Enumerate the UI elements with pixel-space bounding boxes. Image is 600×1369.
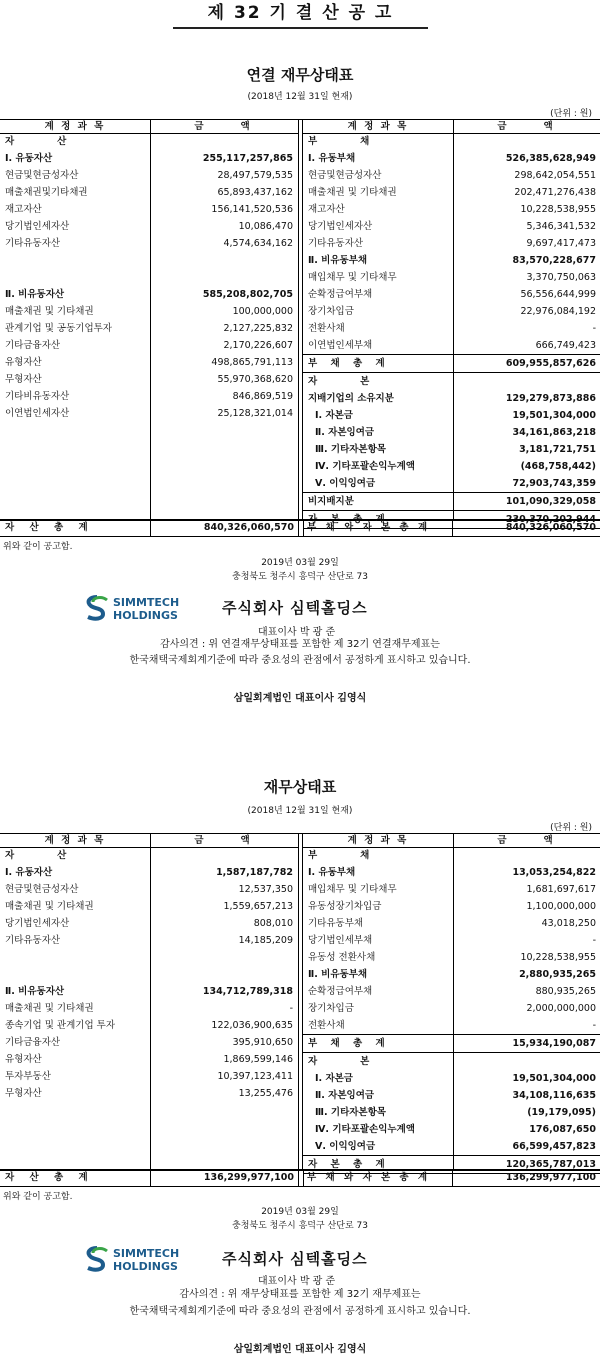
amount-value: 101,090,329,058 <box>505 496 596 507</box>
account-name: 매출채권 및 기타채권 <box>308 187 397 198</box>
table-row <box>303 269 600 286</box>
liabilities-column <box>302 120 600 525</box>
amount-value: 22,976,084,192 <box>520 306 596 317</box>
account-name: 기타비유동자산 <box>5 391 70 402</box>
amount-value: - <box>592 1020 596 1031</box>
table-row <box>303 184 600 201</box>
account-name: 재고자산 <box>308 204 345 215</box>
account-name: 현금및현금성자산 <box>308 170 382 181</box>
table-row <box>303 915 600 932</box>
amount-value: 10,228,538,955 <box>520 952 596 963</box>
amount-value: 2,880,935,265 <box>519 969 596 980</box>
table-row <box>303 847 600 864</box>
account-name: Ⅱ. 비유동자산 <box>5 289 65 300</box>
account-name: Ⅴ. 이익잉여금 <box>315 1141 376 1152</box>
table-header <box>303 834 600 848</box>
table-row <box>303 1104 600 1121</box>
amount-value: (19,179,095) <box>527 1107 596 1118</box>
assets-rows <box>0 133 298 422</box>
amount-value: 14,185,209 <box>238 935 293 946</box>
account-name: Ⅱ. 비유동부채 <box>308 969 368 980</box>
table-row <box>303 133 600 150</box>
account-name: 부 채 <box>308 136 378 147</box>
company-name: 주식회사 심텍홀딩스 <box>222 599 368 617</box>
table-row <box>0 983 298 1000</box>
header-account: 계 정 과 목 <box>347 121 409 132</box>
account-name: 자 본 <box>308 1056 378 1067</box>
table-row <box>0 881 298 898</box>
amount-value: 609,955,857,626 <box>505 358 596 369</box>
account-name: 무형자산 <box>5 1088 42 1099</box>
amount-value: 56,556,644,999 <box>520 289 596 300</box>
account-name: 순확정급여부채 <box>308 289 373 300</box>
table-row <box>0 915 298 932</box>
table-row <box>0 201 298 218</box>
amount-value: 5,346,341,532 <box>526 221 596 232</box>
account-name: 관계기업 및 공동기업투자 <box>5 323 112 334</box>
simmtech-logo <box>83 593 203 623</box>
header-account: 계 정 과 목 <box>44 835 106 846</box>
notice-note: 위와 같이 공고함. <box>3 1192 73 1202</box>
table-row <box>0 303 298 320</box>
consolidated-unit: (단위 : 원) <box>550 109 592 119</box>
amount-value: 1,100,000,000 <box>526 901 596 912</box>
amount-value: 19,501,304,000 <box>512 410 596 421</box>
total-assets-value: 136,299,977,100 <box>150 1170 294 1186</box>
consolidated-title: 연결 재무상태표 <box>246 66 354 84</box>
account-name: 매출채권 및 기타채권 <box>5 1003 94 1014</box>
amount-value: 2,127,225,832 <box>223 323 293 334</box>
assets-column <box>0 834 299 1170</box>
account-name: 매출채권및기타채권 <box>5 187 88 198</box>
auditor-name: 삼일회계법인 대표이사 김영식 <box>233 693 367 704</box>
account-name: 이연법인세자산 <box>5 408 70 419</box>
table-row <box>303 1121 600 1138</box>
table-row <box>303 1000 600 1017</box>
table-row <box>303 864 600 881</box>
table-row <box>0 1034 298 1051</box>
consolidated-date: (2018년 12월 31일 현재) <box>247 92 353 102</box>
amount-value: 65,893,437,162 <box>217 187 293 198</box>
table-row <box>0 966 298 983</box>
account-name: 전환사채 <box>308 1020 345 1031</box>
liabilities-rows <box>303 847 600 1174</box>
table-row <box>303 337 600 354</box>
account-name: 비지배지분 <box>308 496 354 507</box>
account-name: Ⅰ. 자본금 <box>315 1073 353 1084</box>
header-account: 계 정 과 목 <box>347 835 409 846</box>
account-name: 기타금융자산 <box>5 1037 61 1048</box>
table-row <box>303 424 600 441</box>
table-row <box>0 932 298 949</box>
table-row <box>0 1085 298 1102</box>
table-row <box>303 303 600 320</box>
account-name: Ⅰ. 유동부채 <box>308 867 356 878</box>
table-row <box>303 1138 600 1155</box>
account-name: Ⅴ. 이익잉여금 <box>315 478 376 489</box>
account-name: 당기법인세부채 <box>308 935 373 946</box>
amount-value: 176,087,650 <box>529 1124 596 1135</box>
separate-title: 재무상태표 <box>263 778 337 796</box>
account-name: 부 채 총 계 <box>308 358 390 369</box>
account-name: 재고자산 <box>5 204 42 215</box>
amount-value: 4,574,634,162 <box>223 238 293 249</box>
table-row <box>0 898 298 915</box>
account-name: 당기법인세자산 <box>308 221 373 232</box>
amount-value: 13,255,476 <box>238 1088 293 1099</box>
account-name: 유형자산 <box>5 1054 42 1065</box>
account-name: 유동성장기차입금 <box>308 901 382 912</box>
account-name: Ⅰ. 유동자산 <box>5 153 53 164</box>
account-name: 유형자산 <box>5 357 42 368</box>
amount-value: 156,141,520,536 <box>211 204 293 215</box>
amount-value: - <box>592 323 596 334</box>
table-row <box>0 133 298 150</box>
amount-value: - <box>592 935 596 946</box>
amount-value: 28,497,579,535 <box>217 170 293 181</box>
total-liab-equity-label: 부 채 와 자 본 총 계 <box>307 522 431 533</box>
account-name: 매입채무 및 기타채무 <box>308 272 397 283</box>
amount-value: 255,117,257,865 <box>202 153 293 164</box>
amount-value: 12,537,350 <box>238 884 293 895</box>
company-address: 충청북도 청주시 흥덕구 산단로 73 <box>232 572 368 582</box>
account-name: Ⅲ. 기타자본항목 <box>315 1107 386 1118</box>
total-liab-equity-value: 840,326,060,570 <box>452 520 596 536</box>
table-row <box>303 898 600 915</box>
account-name: 종속기업 및 관계기업 투자 <box>5 1020 116 1031</box>
total-liab-equity-value: 136,299,977,100 <box>452 1170 596 1186</box>
svg-text:HOLDINGS: HOLDINGS <box>113 1260 178 1273</box>
account-name: Ⅰ. 자본금 <box>315 410 353 421</box>
amount-value: 34,108,116,635 <box>512 1090 596 1101</box>
amount-value: 129,279,873,886 <box>505 393 596 404</box>
amount-value: 202,471,276,438 <box>514 187 596 198</box>
amount-value: 43,018,250 <box>541 918 596 929</box>
amount-value: 83,570,228,677 <box>512 255 596 266</box>
total-liab-equity-label: 부 채 와 자 본 총 계 <box>307 1172 431 1183</box>
amount-value: 122,036,900,635 <box>211 1020 293 1031</box>
account-name: 기타유동자산 <box>308 238 364 249</box>
account-name: Ⅱ. 자본잉여금 <box>315 427 375 438</box>
amount-value: 1,559,657,213 <box>223 901 293 912</box>
account-name: 부 채 총 계 <box>308 1038 390 1049</box>
account-name: 투자부동산 <box>5 1071 51 1082</box>
table-row <box>303 983 600 1000</box>
table-row <box>0 150 298 167</box>
table-row <box>303 235 600 252</box>
table-row <box>303 1053 600 1070</box>
amount-value: 298,642,054,551 <box>514 170 596 181</box>
table-row <box>303 475 600 492</box>
amount-value: 808,010 <box>253 918 293 929</box>
amount-value: 55,970,368,620 <box>217 374 293 385</box>
audit-opinion-2: 한국채택국제회계기준에 따라 중요성의 관점에서 공정하게 표시하고 있습니다. <box>129 655 471 666</box>
amount-value: (468,758,442) <box>520 461 596 472</box>
table-row <box>0 388 298 405</box>
account-name: Ⅱ. 자본잉여금 <box>315 1090 375 1101</box>
account-name: Ⅳ. 기타포괄손익누계액 <box>315 461 415 472</box>
table-row <box>0 1000 298 1017</box>
amount-value: 66,599,457,823 <box>512 1141 596 1152</box>
table-row <box>303 1017 600 1034</box>
table-header <box>303 120 600 134</box>
table-row <box>0 337 298 354</box>
notice-note: 위와 같이 공고함. <box>3 542 73 552</box>
account-name: 당기법인세자산 <box>5 918 70 929</box>
liabilities-column <box>302 834 600 1170</box>
table-row <box>303 390 600 407</box>
amount-value: 846,869,519 <box>232 391 293 402</box>
assets-rows <box>0 847 298 1102</box>
main-title: 제 32 기 결 산 공 고 <box>173 3 428 29</box>
account-name: 유동성 전환사채 <box>308 952 376 963</box>
account-name: 현금및현금성자산 <box>5 884 79 895</box>
account-name: Ⅲ. 기타자본항목 <box>315 444 386 455</box>
account-name: 이연법인세부채 <box>308 340 373 351</box>
account-name: Ⅰ. 유동부채 <box>308 153 356 164</box>
table-row <box>0 371 298 388</box>
table-row <box>0 1068 298 1085</box>
consolidated-totals <box>0 519 600 537</box>
account-name: 지배기업의 소유지분 <box>308 393 394 404</box>
table-row <box>0 949 298 966</box>
audit-opinion-2: 한국채택국제회계기준에 따라 중요성의 관점에서 공정하게 표시하고 있습니다. <box>129 1306 471 1317</box>
account-name: 매출채권 및 기타채권 <box>5 901 94 912</box>
svg-text:HOLDINGS: HOLDINGS <box>113 609 178 622</box>
table-row <box>0 269 298 286</box>
amount-value: 134,712,789,318 <box>202 986 293 997</box>
total-assets-label: 자 산 총 계 <box>5 522 94 533</box>
table-row <box>0 847 298 864</box>
ceo-name: 대표이사 박 광 준 <box>258 1276 336 1287</box>
audit-opinion-1: 감사의견 : 위 재무상태표를 포함한 제 32기 재무제표는 <box>179 1289 421 1300</box>
table-row <box>303 354 600 373</box>
table-row <box>0 1017 298 1034</box>
amount-value: 100,000,000 <box>232 306 293 317</box>
table-row <box>0 320 298 337</box>
account-name: Ⅳ. 기타포괄손익누계액 <box>315 1124 415 1135</box>
account-name: 매입채무 및 기타채무 <box>308 884 397 895</box>
amount-value: 25,128,321,014 <box>217 408 293 419</box>
amount-value: 3,370,750,063 <box>526 272 596 283</box>
amount-value: 395,910,650 <box>232 1037 293 1048</box>
account-name: 기타유동부채 <box>308 918 364 929</box>
amount-value: 15,934,190,087 <box>512 1038 596 1049</box>
amount-value: 72,903,743,359 <box>512 478 596 489</box>
account-name: 기타유동자산 <box>5 238 61 249</box>
amount-value: 1,587,187,782 <box>216 867 293 878</box>
account-name: 무형자산 <box>5 374 42 385</box>
account-name: Ⅱ. 비유동부채 <box>308 255 368 266</box>
header-amount: 금 액 <box>453 834 600 847</box>
account-name: 장기차입금 <box>308 306 354 317</box>
amount-value: 230,370,202,944 <box>505 514 596 525</box>
table-row <box>303 1034 600 1053</box>
account-name: 자 본 총 계 <box>308 514 390 525</box>
separate-unit: (단위 : 원) <box>550 823 592 833</box>
table-row <box>303 458 600 475</box>
table-row <box>303 966 600 983</box>
account-name: 현금및현금성자산 <box>5 170 79 181</box>
separate-table <box>0 833 600 1171</box>
total-assets-value: 840,326,060,570 <box>150 520 294 536</box>
table-row <box>0 286 298 303</box>
simmtech-logo <box>83 1244 203 1274</box>
amount-value: 666,749,423 <box>535 340 596 351</box>
table-row <box>303 492 600 510</box>
signed-date: 2019년 03월 29일 <box>261 558 339 568</box>
amount-value: 880,935,265 <box>535 986 596 997</box>
amount-value: 13,053,254,822 <box>512 867 596 878</box>
account-name: 기타유동자산 <box>5 935 61 946</box>
account-name: 자 본 <box>308 376 378 387</box>
account-name: 자 산 <box>5 850 75 861</box>
separate-totals <box>0 1169 600 1187</box>
account-name: 장기차입금 <box>308 1003 354 1014</box>
liabilities-rows <box>303 133 600 529</box>
account-name: 전환사채 <box>308 323 345 334</box>
table-header <box>0 834 298 848</box>
company-address: 충청북도 청주시 흥덕구 산단로 73 <box>232 1221 368 1231</box>
amount-value: 498,865,791,113 <box>211 357 293 368</box>
account-name: 당기법인세자산 <box>5 221 70 232</box>
table-row <box>303 949 600 966</box>
table-row <box>0 167 298 184</box>
table-row <box>303 218 600 235</box>
table-row <box>0 405 298 422</box>
amount-value: 9,697,417,473 <box>526 238 596 249</box>
table-row <box>303 881 600 898</box>
account-name: 자 본 총 계 <box>308 1159 390 1170</box>
amount-value: 585,208,802,705 <box>202 289 293 300</box>
consolidated-table <box>0 119 600 525</box>
account-name: 기타금융자산 <box>5 340 61 351</box>
header-amount: 금 액 <box>150 120 299 133</box>
svg-text:SIMMTECH: SIMMTECH <box>113 1247 180 1260</box>
table-row <box>303 373 600 390</box>
table-row <box>303 320 600 337</box>
amount-value: 34,161,863,218 <box>512 427 596 438</box>
account-name: Ⅰ. 유동자산 <box>5 867 53 878</box>
amount-value: 2,000,000,000 <box>526 1003 596 1014</box>
table-row <box>0 1051 298 1068</box>
table-row <box>303 407 600 424</box>
table-row <box>303 167 600 184</box>
header-account: 계 정 과 목 <box>44 121 106 132</box>
account-name: Ⅱ. 비유동자산 <box>5 986 65 997</box>
ceo-name: 대표이사 박 광 준 <box>258 627 336 638</box>
header-amount: 금 액 <box>453 120 600 133</box>
table-row <box>0 184 298 201</box>
table-row <box>0 252 298 269</box>
table-row <box>303 150 600 167</box>
table-row <box>303 252 600 269</box>
table-row <box>303 932 600 949</box>
amount-value: 10,397,123,411 <box>217 1071 293 1082</box>
company-name: 주식회사 심텍홀딩스 <box>222 1250 368 1268</box>
table-row <box>303 201 600 218</box>
total-assets-label: 자 산 총 계 <box>5 1172 94 1183</box>
account-name: 매출채권 및 기타채권 <box>5 306 94 317</box>
signed-date: 2019년 03월 29일 <box>261 1207 339 1217</box>
table-row <box>0 235 298 252</box>
amount-value: 1,681,697,617 <box>526 884 596 895</box>
amount-value: 2,170,226,607 <box>223 340 293 351</box>
account-name: 부 채 <box>308 850 378 861</box>
separate-date: (2018년 12월 31일 현재) <box>247 806 353 816</box>
account-name: 자 산 <box>5 136 75 147</box>
assets-column <box>0 120 299 520</box>
amount-value: 1,869,599,146 <box>223 1054 293 1065</box>
audit-opinion-1: 감사의견 : 위 연결재무상태표를 포함한 제 32기 연결재무제표는 <box>160 639 440 650</box>
amount-value: 120,365,787,013 <box>505 1159 596 1170</box>
table-row <box>303 286 600 303</box>
account-name: 순확정급여부채 <box>308 986 373 997</box>
table-row <box>303 1087 600 1104</box>
amount-value: - <box>289 1003 293 1014</box>
table-row <box>0 218 298 235</box>
auditor-name: 삼일회계법인 대표이사 김영식 <box>233 1344 367 1355</box>
amount-value: 10,086,470 <box>238 221 293 232</box>
amount-value: 19,501,304,000 <box>512 1073 596 1084</box>
table-row <box>0 864 298 881</box>
header-amount: 금 액 <box>150 834 299 847</box>
amount-value: 10,228,538,955 <box>520 204 596 215</box>
table-row <box>303 441 600 458</box>
table-row <box>0 354 298 371</box>
table-row <box>303 1070 600 1087</box>
svg-text:SIMMTECH: SIMMTECH <box>113 596 180 609</box>
amount-value: 526,385,628,949 <box>505 153 596 164</box>
amount-value: 3,181,721,751 <box>519 444 596 455</box>
table-header <box>0 120 298 134</box>
